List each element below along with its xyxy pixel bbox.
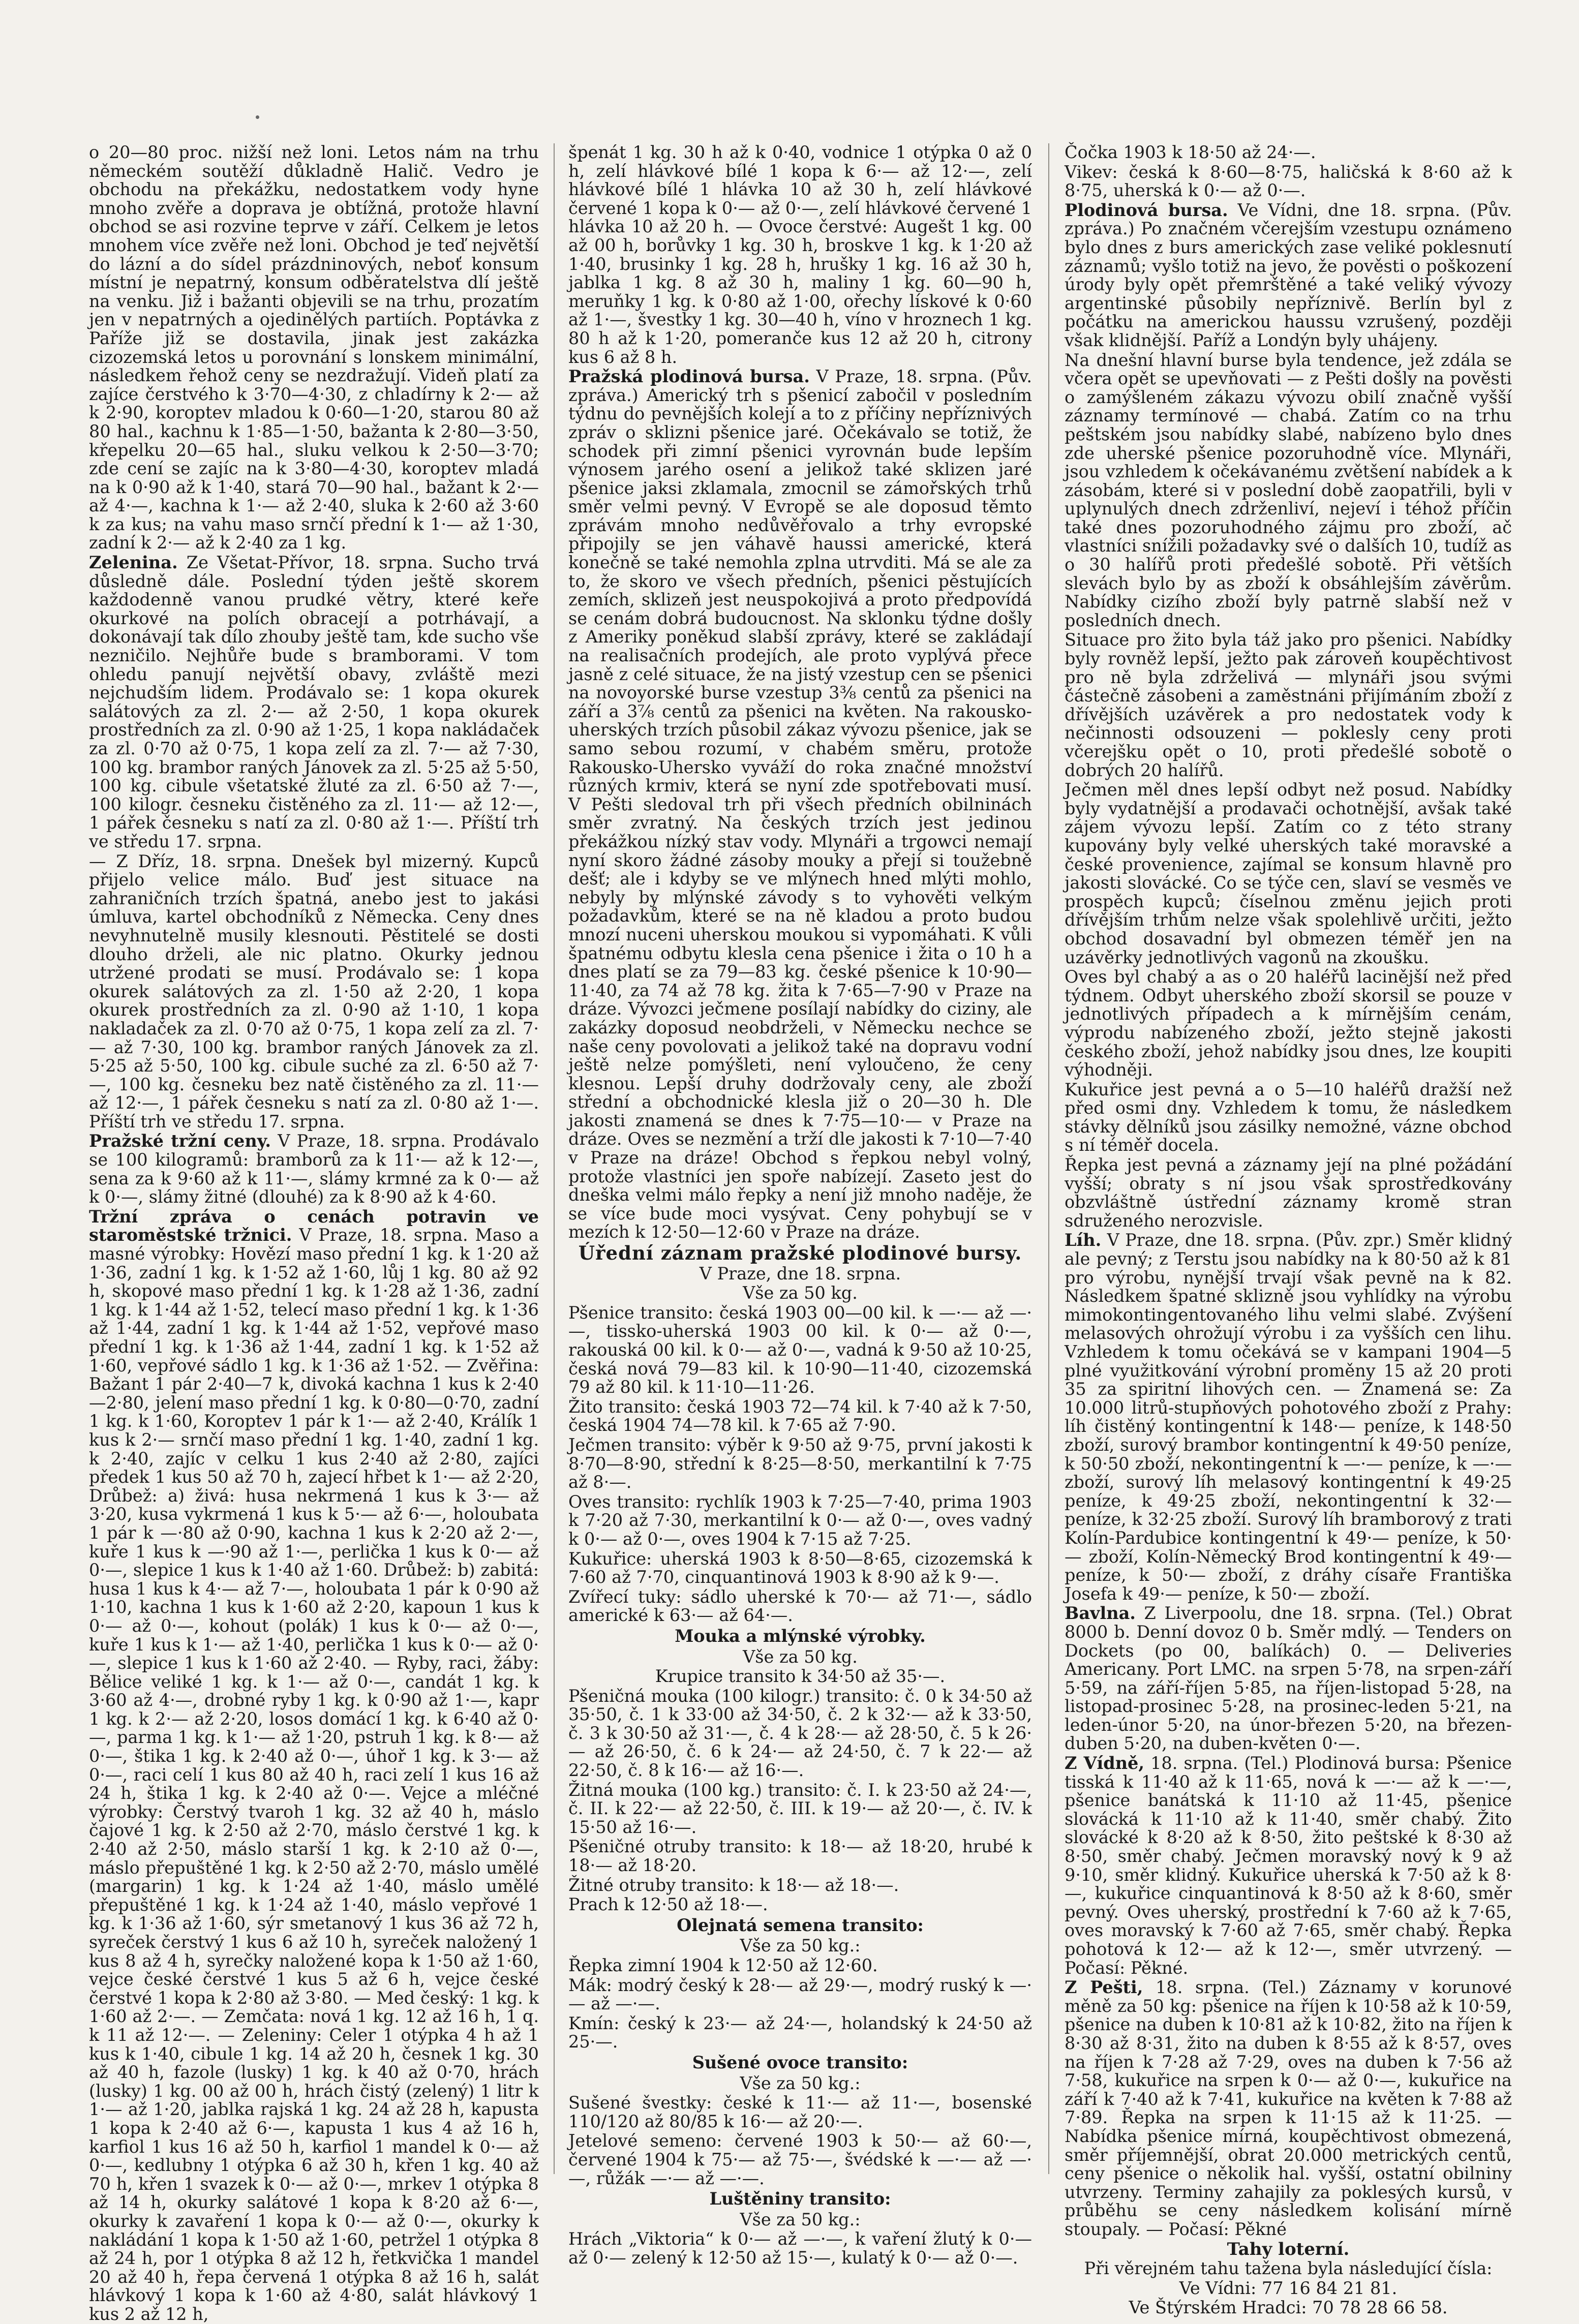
column-2 bbox=[568, 142, 1032, 2268]
column-divider-1 bbox=[554, 143, 555, 2174]
article-text: o 20—80 proc. nižší než loni. Letos nám na trhu německém soutěží důkladně Halič. Vedro je obchodu na překážku, nedostatkem vody hyne mnoho zvěře a doprava je obtížná, protože hlavní obchod se asi rozvine teprve v září. Celkem je letos mnohem více zvěře než loni. Obchod je teď největší do lázní a do sídel prázdninových, neboť konsum místní je nepatrný, konsum odběratelstva dlí ještě na venku. Již i bažanti objevili se na trhu, prozatím jen v nepatrných a ojedinělých partiích. Poptávka z Paříže již se dostavila, jinak jest zakázka cizozemská letos u porovnání s lonskem minimální, následkem řehož ceny se nezdražují. Videň platí za zajíce čerstvého k 3·70—4·30, z chladírny k 2·— až k 2·90, koroptev mladou k 0·60—1·20, starou 80 až 80 hal., kachnu k 1·85—1·50, bažanta k 2·80—3·50, křepelku 20—65 hal., sluku velkou k 2·50—3·70; zde cení se zajíc na k 3·80—4·30, koroptev mladá na k 0·90 až k 1·40, stará 70—90 hal., bažant k 2·— až 4·—, kachna k 1·— až 2·40, sluka k 2·60 až 3·60 k za kus; na vahu maso srnčí přední k 1·— až 1·30, zadní k 2·— až k 2·40 za 1 kg. bbox=[89, 142, 539, 553]
article-text: Pšeničná mouka (100 kilogr.) transito: č. 0 k 34·50 až 35·50, č. 1 k 33·00 až 34·50, č. 2 k 32·— až k 33·50, č. 3 k 30·50 až 31·—, č. 4 k 28·— až 28·50, č. 5 k 26·— až 26·50, č. 6 k 24·— až 24·50, č. 7 k 22·— až 22·50, č. 8 k 16·— až 16·—. bbox=[568, 1686, 1032, 1781]
article-paragraph bbox=[568, 1976, 1032, 2013]
centered-line: Ve Vídni: 77 16 84 21 81. bbox=[1179, 2278, 1398, 2298]
article-paragraph bbox=[568, 368, 1032, 1242]
article-paragraph bbox=[568, 1588, 1032, 1625]
article-text: 18. srpna. (Tel.) Plodinová bursa: Pšenice tisská k 11·40 až k 11·65, nová k —·— až k —·—, pšenice banátská k 11·10 až 11·45, pšenice slovácká k 11·10 až k 11·40, směr chabý. Žito slovácké k 8·20 až k 8·50, žito peštské k 8·30 až 8·50, směr chabý. Ječmen moravský nový k 9 až 9·10, směr klidný. Kukuřice uherská k 7·50 až k 8·—, kukuřice cinquantinová k 8·50 až k 8·60, směr pevný. Oves uherský, prostřední k 7·60 až k 7·65, oves moravský k 7·60 až 7·65, směr chabý. Řepka pohotová k 12·— až k 12·—, směr utvrzený. — Počasí: Pěkné. bbox=[1065, 1753, 1512, 1978]
article-text: Z Liverpoolu, dne 18. srpna. (Tel.) Obrat 8000 b. Denní dovoz 0 b. Směr mdlý. — Tenders on Dockets (po 00, balíkách) 0. — Deliveries Americany. Port LMC. na srpen 5·78, na srpen-září 5·59, na září-říjen 5·85, na říjen-listopad 5·28, na listopad-prosinec 5·28, na prosinec-leden 5·21, na leden-únor 5·20, na únor-březen 5·20, na březen-duben 5·20, na duben-květen 0·—. bbox=[1065, 1603, 1512, 1754]
column-divider-2 bbox=[1048, 143, 1049, 2174]
article-text: Na dnešní hlavní burse byla tendence, jež zdála se včera opět se upevňovati — z Pešti došly na pověsti o zamýšleném zákazu vývozu obilí značně vyšší záznamy termínové — chabá. Zatím co na trhu peštském jsou nabídky slabé, nabízeno bylo dnes zde uherské pšenice pozoruhodně více. Mlynáři, jsou vzhledem k očekávanému zvětšení nabídek a k zásobám, které si v poslední době zaopatřili, byli v uplynulých dnech zdrženliví, nejeví i téhož příčin také dnes pozoruhodného zájmu pro zboží, ač vlastníci snížili požadavky své o dalších 10, tudíž as o 30 halířů proti předešlé sobotě. Při větších slevách bylo by as zboží k obsáhlejším závěrům. Nabídky cizího zboží byly patrně slabší než v posledních dnech. bbox=[1065, 350, 1512, 630]
article-text: Zvířecí tuky: sádlo uherské k 70·— až 71·—, sádlo americké k 63·— až 64·—. bbox=[568, 1586, 1032, 1626]
article-heading: Bavlna. bbox=[1065, 1603, 1136, 1624]
article-text: V Praze, 18. srpna. Prodávalo se 100 kilogramů: bramborů za k 11·— až k 12·—, sena za k 9·60 až k 11·—, slámy krmné za k 0·— až k 0·—, slámy žitné (dlouhé) za k 8·90 až k 4·60. bbox=[89, 1131, 539, 1207]
article-text: Pšeničné otruby transito: k 18·— až 18·20, hrubé k 18·— až 18·20. bbox=[568, 1837, 1032, 1876]
article-paragraph bbox=[1065, 1231, 1512, 1603]
article-text: Pšenice transito: česká 1903 00—00 kil. k —·— až —·—, tissko-uherská 1903 00 kil. k 0·— až 0·—, rakouská 00 kil. k 0·— až 0·—, vadná k 9·50 až 10·25, česká nová 79—83 kil. k 10·90—11·40, cizozemská 79 až 80 kil. k 11·10—11·26. bbox=[568, 1302, 1032, 1397]
article-paragraph bbox=[568, 1493, 1032, 1549]
article-paragraph bbox=[1065, 1081, 1512, 1155]
article-heading: Z Pešti, bbox=[1065, 1977, 1143, 1998]
article-paragraph bbox=[568, 1687, 1032, 1780]
article-paragraph bbox=[1065, 163, 1512, 200]
centered-line: Vše za 50 kg.: bbox=[740, 2209, 861, 2229]
article-paragraph bbox=[568, 2230, 1032, 2267]
article-paragraph bbox=[89, 1208, 539, 2324]
article-text: Řepka jest pevná a záznamy její na plné požádání vyšší; obraty s ní jsou však sprostředkovány obzvláštně ústřední záznamy kromě stran sdruženého nerozvisle. bbox=[1065, 1155, 1512, 1231]
article-paragraph bbox=[1065, 1978, 1512, 2239]
article-paragraph bbox=[568, 1550, 1032, 1587]
article-paragraph bbox=[568, 2094, 1032, 2131]
article-paragraph bbox=[1065, 631, 1512, 780]
article-paragraph bbox=[89, 554, 539, 851]
article-paragraph bbox=[1065, 1754, 1512, 1977]
article-text: V Praze, 18. srpna. (Pův. zpráva.) Americký trh s pšenicí zabočil v posledním týdnu do pevnějších kolejí a to z příčiny nepříznivých zpráv o sklizni pšenice jaré. Očekávalo se totiž, že schodek při zimní pšenici vyrovnán bude lepším výnosem jarého osení a jelikož také sklizen jaré pšenice jaksi zklamala, zmocnil se zámořských trhů směr velmi pevný. V Evropě se ale doposud těmto zprávám mnoho nedůvěřovalo a trhy evropské připojily se jen váhavě haussi americké, která konečně se také nemohla zplna utrvditi. Má se ale za to, že skoro ve všech předních, pšenici pěstujících zemích, sklizeň jest neuspokojivá a proto předpovídá se cenám dobrá budoucnost. Na sklonku týdne došly z Ameriky poněkud slabší zprávy, které se zakládají na realisačních prodejích, ale proto vyplývá přece jasně z celé situace, že na jistý vzestup cen se pšenici na novoyorské burse vzestup 3⅜ centů za pšenici na září a 3⅞ centů za pšenici na květen. Na rakousko-uherských trzích působil zákaz vývozu pšenice, jak se samo sebou rozumí, v chabém směru, protože Rakousko-Uhersko vyváží do roka značné množství různých krmiv, která se nyní zde spotřebovati musí. V Pešti sledoval trh při všech předních obilninách směr zvratný. Na českých trzích jest jedinou překážkou nízký stav vody. Mlynáři a trgowci nemají nyní skoro žádné zásoby mouky a přejí si toužebně dešť; ale i kdyby se ve mlýnech hned mlýti mohlo, nebyly by mlýnské závody s to vyhověti velkým požadavkům, které se na ně kladou a proto budou mnozí nuceni uherskou moukou si vypomáhati. K vůli špatnému odbytu klesla cena pšenice i žita o 10 h a dnes platí se za 79—83 kg. české pšenice k 10·90—11·40, za 74 až 78 kg. žita k 7·65—7·90 v Praze na dráze. Vývozci ječmene posílají nabídky do ciziny, ale zakázky doposud neobdrželi, v Německu nechce se naše ceny povolovati a jelikož také na dopravu vodní ještě nelze pomýšleti, není vyloučeno, že ceny klesnou. Lepší druhy dodržovaly ceny, ale zboží střední a obchodnické klesla již o 20—30 h. Dle jakosti znamená se dnes k 7·75—10·— v Praze na dráze. Oves se nezmění a trží dle jakosti k 7·10—7·40 v Praze na dráze! Obchod s řepkou nebyl volný, protože vlastníci jen spoře nabízejí. Zaseto jest do dneška velmi málo řepky a není již mnoho naděje, že se více bude moci vysývat. Ceny pohybují se v mezích k 12·50—12·60 v Praze na dráze. bbox=[568, 366, 1032, 1242]
article-paragraph bbox=[1065, 968, 1512, 1080]
article-paragraph bbox=[568, 2014, 1032, 2052]
article-paragraph bbox=[568, 1304, 1032, 1397]
article-paragraph bbox=[568, 2132, 1032, 2188]
article-text: Žitné otruby transito: k 18·— až 18·—. bbox=[568, 1875, 899, 1895]
article-text: Vikev: česká k 8·60—8·75, haličská k 8·60 až k 8·75, uherská k 0·— až 0·—. bbox=[1065, 162, 1512, 201]
centered-line: Vše za 50 kg.: bbox=[740, 1936, 861, 1956]
article-text: Řepka zimní 1904 k 12·50 až 12·60. bbox=[568, 1955, 878, 1975]
article-text: Ječmen transito: výběr k 9·50 až 9·75, první jakosti k 8·70—8·90, střední k 8·25—8·50, merkantilní k 7·75 až 8·—. bbox=[568, 1434, 1032, 1492]
section-heading: Úřední záznam pražské plodinové bursy. bbox=[578, 1242, 1022, 1265]
article-text: Jetelové semeno: červené 1903 k 50·— až 60·—, červené 1904 k 75·— až 75·—, švédské k —·— až —·—, růžák —·— až —·—. bbox=[568, 2131, 1032, 2188]
article-text: Oves transito: rychlík 1903 k 7·25—7·40, prima 1903 k 7·20 až 7·30, merkantilní k 0·— až 0·—, oves vadný k 0·— až 0·—, oves 1904 k 7·15 až 7·25. bbox=[568, 1491, 1032, 1549]
article-paragraph bbox=[1065, 1156, 1512, 1230]
article-heading: Líh. bbox=[1065, 1230, 1102, 1250]
article-paragraph bbox=[568, 1876, 1032, 1895]
article-text: Žitná mouka (100 kg.) transito: č. I. k 23·50 až 24·—, č. II. k 22·— až 22·50, č. III. k 19·— až 20·—, č. IV. k 15·50 až 16·—. bbox=[568, 1780, 1032, 1837]
article-heading: Pražská plodinová bursa. bbox=[568, 366, 810, 387]
article-text: Kmín: český k 23·— až 24·—, holandský k 24·50 až 25·—. bbox=[568, 2013, 1032, 2052]
article-paragraph bbox=[568, 143, 1032, 366]
subheading: Luštěniny transito: bbox=[709, 2189, 891, 2209]
article-paragraph bbox=[1065, 1604, 1512, 1753]
centered-line: Při věrejném tahu tažena byla následující čísla: bbox=[1084, 2258, 1493, 2279]
article-paragraph bbox=[89, 852, 539, 1132]
article-heading: Z Vídně, bbox=[1065, 1753, 1145, 1773]
article-text: Čočka 1903 k 18·50 až 24·—. bbox=[1065, 142, 1316, 162]
article-paragraph bbox=[1065, 143, 1512, 162]
article-text: V Praze, dne 18. srpna. (Pův. zpr.) Směr klidný ale pevný; z Terstu jsou nabídky na k 80·50 až k 81 pro výrobu, nynější trvají však pevně na k 82. Následkem špatné sklizně jsou vyhlídky na výrobu mimokontingentovaného lihu velmi slabé. Zvýšení melasových ohrožují výrobu i za vyšších cen lihu. Vzhledem k tomu očekává se v kampani 1904—5 plné využitkování výrobní proměny 15 až 20 proti 35 za spiritní lihových cen. — Znamená se: Za 10.000 litrů-stupňových pohotového zboží z Prahy: líh čistěný kontingentní k 148·— peníze, k 148·50 zboží, surový brambor kontingentní k 49·50 peníze, k 50·50 zboží, nekontingentní k —·— peníze, k —·— zboží, surový líh melasový kontingentní k 49·25 peníze, k 49·25 zboží, nekontingentní k 32·— peníze, k 32·25 zboží. Surový líh bramborový z trati Kolín-Pardubice kontingentní k 49·— peníze, k 50·— zboží, Kolín-Německý Brod kontingentní k 49·— peníze, k 50·— zboží, z dráhy císaře Františka Josefa k 49·— peníze, k 50·— zboží. bbox=[1065, 1230, 1512, 1604]
article-text: Situace pro žito byla táž jako pro pšenici. Nabídky byly rovněž lepší, ježto pak zároveň koupěchtivost pro ně byla zdrželivá — mlynáři jsou svými částečně zásobeni a zaměstnáni přijímáním zboží z dřívějších uzávěrek a pro nedostatek vody k nečinnosti odsouzeni — poklesly ceny proti včerejšku opět o 10, proti předešlé sobotě o dobrých 20 halířů. bbox=[1065, 630, 1512, 780]
article-paragraph bbox=[568, 1838, 1032, 1875]
article-paragraph bbox=[568, 1895, 1032, 1914]
subheading: Mouka a mlýnské výrobky. bbox=[675, 1626, 926, 1646]
article-text: Sušené švestky: české k 11·— až 11·—, bosenské 110/120 až 80/85 k 16·— až 20·—. bbox=[568, 2093, 1032, 2131]
article-paragraph bbox=[1065, 781, 1512, 967]
article-text: špenát 1 kg. 30 h až k 0·40, vodnice 1 otýpka 0 až 0 h, zelí hlávkové bílé 1 kopa k 6·— až 12·—, zelí hlávkové bílé 1 hlávka 10 až 30 h, zelí hlávkové červené 1 kopa k 0·— až 0·—, zelí hlávkové červené 1 hlávka 10 až 20 h. — Ovoce čerstvé: Augešt 1 kg. 00 až 00 h, borůvky 1 kg. 30 h, broskve 1 kg. k 1·20 až 1·40, brusinky 1 kg. 28 h, hrušky 1 kg. 16 až 30 h, jablka 1 kg. 8 až 30 h, maliny 1 kg. 60—90 h, meruňky 1 kg. k 0·80 až 1·00, ořechy lískové k 0·60 až 1·—, švestky 1 kg. 30—40 h, víno v hroznech 1 kg. 80 h až k 1·20, pomeranče kus 12 až 20 h, citrony kus 6 až 8 h. bbox=[568, 142, 1032, 367]
subheading: Olejnatá semena transito: bbox=[677, 1915, 924, 1935]
article-text: Prach k 12·50 až 18·—. bbox=[568, 1894, 768, 1915]
article-heading: Tržní zpráva o cenách potravin ve staroměstské tržnici. bbox=[89, 1206, 539, 1245]
article-paragraph bbox=[568, 1781, 1032, 1837]
article-paragraph bbox=[89, 143, 539, 553]
print-speck bbox=[256, 115, 259, 119]
column-3 bbox=[1065, 142, 1512, 2318]
article-text: Kukuřice jest pevná a o 5—10 haléřů dražší než před osmi dny. Vzhledem k tomu, že následkem stávky dělníků jsou zásilky nemožné, vázne obchod s ní téměř docela. bbox=[1065, 1079, 1512, 1155]
article-text: V Praze, 18. srpna. Maso a masné výrobky: Hovězí maso přední 1 kg. k 1·20 až 1·36, zadní 1 kg. k 1·52 až 1·60, lůj 1 kg. 80 až 92 h, skopové maso přední 1 kg. k 1·28 až 1·36, zadní 1 kg. k 1·44 až 1·52, telecí maso přední 1 kg. k 1·36 až 1·44, zadní 1 kg. k 1·44 až 1·52, vepřové maso přední 1 kg. k 1·36 až 1·44, zadní 1 kg. k 1·52 až 1·60, vepřové sádlo 1 kg. k 1·36 až 1·52. — Zvěřina: Bažant 1 pár 2·40—7 k, divoká kachna 1 kus k 2·40—2·80, jelení maso přední 1 kg. k 0·80—0·70, zadní 1 kg. k 1·60, Koroptev 1 pár k 1·— až 2·40, Králík 1 kus k 2·— srnčí maso přední 1 kg. 1·40, zadní 1 kg. k 2·40, zajíc v celku 1 kus 2·40 až 2·80, zajíci předek 1 kus 50 až 70 h, zajecí hřbet k 1·— až 2·20, Drůbež: a) živá: husa nekrmená 1 kus k 3·— až 3·20, kusa vykrmená 1 kus k 5·— až 6·—, holoubata 1 pár k —·80 až 0·90, kachna 1 kus k 2·20 až 2·—, kuře 1 kus k —·90 až 1·—, perlička 1 kus k 0·— až 0·—, slepice 1 kus k 1·40 až 1·60. Drůbež: b) zabitá: husa 1 kus k 4·— až 7·—, holoubata 1 pár k 0·90 až 1·10, kachna 1 kus k 1·60 až 2·20, kapoun 1 kus k 0·— až 0·—, kohout (polák) 1 kus k 0·— až 0·—, kuře 1 kus k 1·— až 1·40, perlička 1 kus k 0·— až 0·—, slepice 1 kus k 1·60 až 2·40. — Ryby, raci, žáby: Bělice veliké 1 kg. k 1·— až 0·—, candát 1 kg. k 3·60 až 4·—, drobné ryby 1 kg. k 0·90 až 1·—, kapr 1 kg. k 2·— až 2·20, losos domácí 1 kg. k 6·40 až 0·—, parma 1 kg. k 1·— až 1·20, pstruh 1 kg. k 8·— až 0·—, štika 1 kg. k 2·40 až 0·—, úhoř 1 kg. k 3·— až 0·—, raci celí 1 kus 80 až 40 h, raci zelí 1 kus 16 až 24 h, štika 1 kg. k 2·40 až 0·—. Vejce a mléčné výrobky: Čerstvý tvaroh 1 kg. 32 až 40 h, máslo čajové 1 kg. k 2·50 až 2·70, máslo čerstvé 1 kg. k 2·40 až 2·50, máslo starší 1 kg. k 2·10 až 0·—, máslo přepuštěné 1 kg. k 2·50 až 2·70, máslo umělé (margarin) 1 kg. k 1·24 až 1·40, máslo umělé přepuštěné 1 kg. k 1·24 až 1·40, máslo vepřové 1 kg. k 1·36 až 1·60, sýr smetanový 1 kus 36 až 72 h, syreček čerstvý 1 kus 6 až 10 h, syreček naložený 1 kus 8 až 4 h, syrečky naložené kopa k 1·50 až 1·60, vejce české čerstvé 1 kus 5 až 6 h, vejce české čerstvé 1 kopa k 2·80 až 3·80. — Med český: 1 kg. k 1·60 až 2·—. — Zemčata: nová 1 kg. 12 až 16 h, 1 q. k 11 až 12·—. — Zeleniny: Celer 1 otýpka 4 h až 1 kus k 1·40, cibule 1 kg. 14 až 20 h, česnek 1 kg. 30 až 40 h, fazole (lusky) 1 kg. k 40 až 0·70, hrách (lusky) 1 kg. 00 až 00 h, hrách čistý (zelený) 1 litr k 1·— až 1·20, jablka rajská 1 kg. 24 až 28 h, kapusta 1 kopa k 2·40 až 6·—, kapusta 1 kus 4 až 16 h, karfiol 1 kus 16 až 50 h, karfiol 1 mandel k 0·— až 0·—, kedlubny 1 otýpka 6 až 30 h, křen 1 kg. 40 až 70 h, křen 1 svazek k 0·— až 0·—, mrkev 1 otýpka 8 až 14 h, okurky salátové 1 kopa k 8·20 až 6·—, okurky k zavaření 1 kopa k 0·— až 0·—, okurky k nakládání 1 kopa k 1·50 až 1·60, petržel 1 otýpka 8 až 24 h, por 1 otýpka 8 až 12 h, řetkvička 1 mandel 20 až 40 h, řepa červená 1 otýpka 8 až 16 h, salát hlávkový 1 kopa k 1·60 až 4·80, salát hlávkový 1 kus 2 až 12 h, bbox=[89, 1225, 539, 2324]
article-heading: Plodinová bursa. bbox=[1065, 200, 1228, 220]
article-paragraph bbox=[89, 1132, 539, 1206]
centered-line: Vše za 50 kg. bbox=[743, 1646, 858, 1667]
article-text: Žito transito: česká 1903 72—74 kil. k 7·40 až k 7·50, česká 1904 74—78 kil. k 7·65 až 7·90. bbox=[568, 1396, 1032, 1435]
article-text: Ze Všetat-Přívor, 18. srpna. Sucho trvá důsledně dále. Poslední týden ještě skorem každodenně vanou prudké větry, které keře okurkové na polích obracejí a potrhávají, a dokonávají tak dílo zhouby ještě tam, kde sucho vše nezničilo. Nejhůře bude s bramborami. V tom ohledu panují největší obavy, zvláště mezi nejchudším lidem. Prodávalo se: 1 kopa okurek salátových za zl. 2·— až 2·50, 1 kopa okurek prostředních za zl. 0·90 až 1·25, 1 kopa nakládaček za zl. 0·70 až 0·75, 1 kopa zelí za zl. 7·— až 7·30, 100 kg. brambor raných Jánovek za zl. 5·25 až 5·50, 100 kg. cibule všetatské žluté za zl. 6·50 až 7·—, 100 kilogr. česneku čistěného za zl. 11·— až 12·—, 1 pářek česneku s natí za zl. 0·80 až 1·—. Příští trh ve středu 17. srpna. bbox=[89, 553, 539, 851]
article-paragraph bbox=[1065, 351, 1512, 630]
article-text: 18. srpna. (Tel.) Záznamy v korunové měně za 50 kg: pšenice na říjen k 10·58 až k 10·59, pšenice na duben k 10·81 až k 10·82, žito na říjen k 8·30 až 8·31, žito na duben k 8·55 až k 8·57, oves na říjen k 7·28 až 7·29, oves na duben k 7·56 až 7·58, kukuřice na srpen k 0·— až 0·—, kukuřice na září k 7·40 až k 7·41, kukuřice na květen k 7·88 až 7·89. Řepka na srpen k 11·15 až k 11·25. — Nabídka pšenice mírná, koupěchtivost obmezená, směr příjemnější, obrat 20.000 metrických centů, ceny pšenice o několik hal. vyšší, ostatní obilniny utvrzeny. Terminy zahajily za poklesých kursů, v průběhu se ceny následkem kolisání mírně stoupaly. — Počasí: Pěkné bbox=[1065, 1977, 1512, 2239]
centered-line: V Praze, dne 18. srpna. bbox=[699, 1263, 901, 1283]
subheading: Sušené ovoce transito: bbox=[692, 2052, 908, 2072]
article-paragraph bbox=[568, 1956, 1032, 1975]
centered-line: Krupice transito k 34·50 až 35·—. bbox=[655, 1666, 946, 1687]
column-1 bbox=[89, 142, 539, 2324]
article-heading: Pražské tržní ceny. bbox=[89, 1131, 271, 1151]
article-heading: Zelenina. bbox=[89, 553, 178, 573]
article-paragraph bbox=[568, 1398, 1032, 1435]
article-text: Ve Vídni, dne 18. srpna. (Pův. zpráva.) Po značném včerejším vzestupu oznámeno bylo dnes z burs amerických zase veliké poklesnutí záznamů; vyšlo totiž na jevo, že pověsti o poškození úrody byly opět přemrštěné a také veliký vývozy argentinské působily nepříznivě. Berlín byl z počátku na americkou haussu vzrušený, později však klidnější. Paříž a Londýn byly uhájeny. bbox=[1065, 200, 1512, 350]
article-text: Ječmen měl dnes lepší odbyt než posud. Nabídky byly vydatnější a prodavači ochotnější, avšak také zájem vývozu lepší. Zatím co z této strany kupovány byly velké uherských také moravské a české provenience, zajímal se konsum hlavně pro jakosti slovácké. Co se týče cen, slaví se vesměs ve prospěch kupců; číselnou změnu jejich proti dřívějším trhům nelze však spolehlivě určiti, ježto obchod dosavadní byl obmezen téměř jen na uzávěrky jednotlivých vagonů na zkoušku. bbox=[1065, 780, 1512, 967]
centered-line: Ve Štýrském Hradci: 70 78 28 66 58. bbox=[1129, 2298, 1448, 2318]
lottery-heading: Tahy loterní. bbox=[1227, 2239, 1350, 2259]
article-text: Hrách „Viktoria“ k 0·— až —·—, k vaření žlutý k 0·— až 0·— zelený k 12·50 až 15·—, kulatý k 0·— až 0·—. bbox=[568, 2229, 1032, 2268]
article-text: Oves byl chabý a as o 20 haléřů lacinější než před týdnem. Odbyt uherského zboží skorsil se pouze v jednotlivých případech a k mírnějším cenám, výprodu nabízeného zboží, ježto stejně jakosti českého zboží, jehož nabídky jsou dnes, lze koupiti výhodněji. bbox=[1065, 967, 1512, 1080]
article-paragraph bbox=[568, 1436, 1032, 1492]
article-text: Kukuřice: uherská 1903 k 8·50—8·65, cizozemská k 7·60 až 7·70, cinquantinová 1903 k 8·90 až k 9·—. bbox=[568, 1548, 1032, 1587]
centered-line: Vše za 50 kg.: bbox=[740, 2073, 861, 2093]
centered-line: Vše za 50 kg. bbox=[743, 1283, 858, 1303]
article-text: — Z Dříz, 18. srpna. Dnešek byl mizerný. Kupců přijelo velice málo. Buď jest situace na zahraničních trzích špatná, anebo jest to jakási úmluva, kartel obchodníků z Německa. Ceny dnes nevyhnutelně musily klesnouti. Pěstitelé se dosti dlouho drželi, ale nic platno. Okurky jednou utržené prodati se musí. Prodávalo se: 1 kopa okurek salátových za zl. 1·50 až 2·20, 1 kopa okurek prostředních za zl. 0·90 až 1·10, 1 kopa nakladaček za zl. 0·70 až 0·75, 1 kopa zelí za zl. 7·— až 7·30, 100 kg. brambor raných Jánovek za zl. 5·25 až 5·50, 100 kg. cibule suché za zl. 6·50 až 7·—, 100 kg. česneku bez natě čistěného za zl. 11·— až 12·—, 1 pářek česneku s natí za zl. 0·80 až 1·—. Příští trh ve středu 17. srpna. bbox=[89, 851, 539, 1132]
article-paragraph bbox=[1065, 201, 1512, 350]
article-text: Mák: modrý český k 28·— až 29·—, modrý ruský k —·— až —·—. bbox=[568, 1975, 1032, 2014]
